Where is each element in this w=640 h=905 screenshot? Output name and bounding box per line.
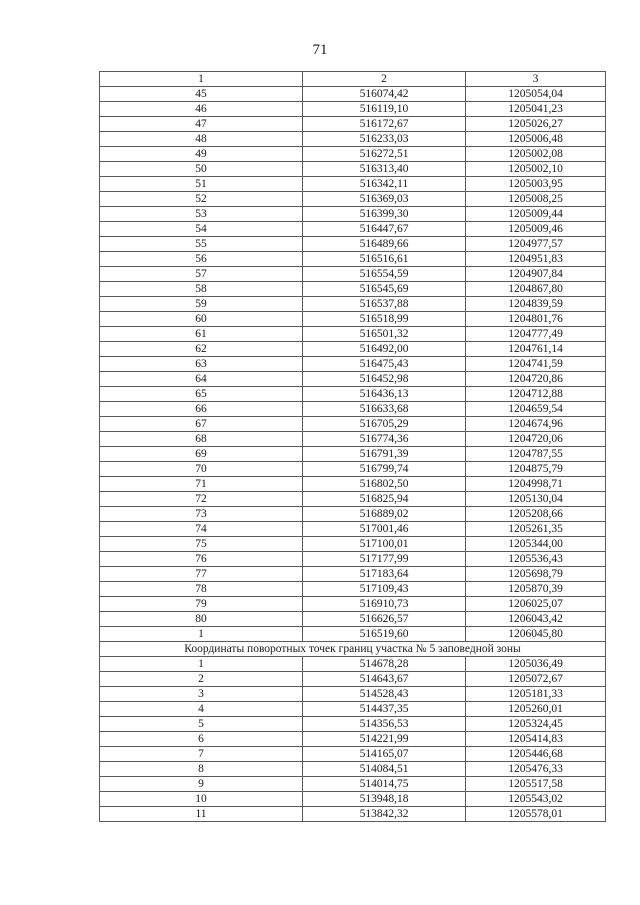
coord-y-cell: 1205008,25	[466, 192, 606, 207]
coord-y-cell: 1205130,04	[466, 492, 606, 507]
coord-x-cell: 516501,32	[303, 327, 466, 342]
coord-x-cell: 516519,60	[303, 627, 466, 642]
coord-x-cell: 513948,18	[303, 792, 466, 807]
table-row	[100, 357, 606, 372]
coord-y-cell: 1205054,04	[466, 87, 606, 102]
point-number-cell: 62	[100, 342, 303, 357]
coord-y-cell: 1205041,23	[466, 102, 606, 117]
coord-x-cell: 517109,43	[303, 582, 466, 597]
point-number-cell: 4	[100, 702, 303, 717]
coord-x-cell: 514678,28	[303, 657, 466, 672]
table-row	[100, 732, 606, 747]
coord-y-cell: 1204801,76	[466, 312, 606, 327]
point-number-cell: 46	[100, 102, 303, 117]
table-row	[100, 807, 606, 822]
point-number-cell: 80	[100, 612, 303, 627]
coord-y-cell: 1204951,83	[466, 252, 606, 267]
point-number-cell: 59	[100, 297, 303, 312]
point-number-cell: 57	[100, 267, 303, 282]
coord-x-cell: 516799,74	[303, 462, 466, 477]
coord-y-cell: 1204787,55	[466, 447, 606, 462]
coord-y-cell: 1205543,02	[466, 792, 606, 807]
coord-y-cell: 1205414,83	[466, 732, 606, 747]
point-number-cell: 71	[100, 477, 303, 492]
table-row	[100, 567, 606, 582]
point-number-cell: 45	[100, 87, 303, 102]
table-row	[100, 747, 606, 762]
table-row	[100, 222, 606, 237]
point-number-cell: 63	[100, 357, 303, 372]
table-row	[100, 717, 606, 732]
coord-x-cell: 516791,39	[303, 447, 466, 462]
point-number-cell: 5	[100, 717, 303, 732]
table-row	[100, 207, 606, 222]
point-number-cell: 78	[100, 582, 303, 597]
coord-y-cell: 1205261,35	[466, 522, 606, 537]
coord-y-cell: 1205072,67	[466, 672, 606, 687]
coord-y-cell: 1204907,84	[466, 267, 606, 282]
coord-y-cell: 1205324,45	[466, 717, 606, 732]
table-row	[100, 702, 606, 717]
table-row	[100, 657, 606, 672]
coord-y-cell: 1204867,80	[466, 282, 606, 297]
coord-y-cell: 1204875,79	[466, 462, 606, 477]
table-row	[100, 582, 606, 597]
coord-y-cell: 1205002,08	[466, 147, 606, 162]
coord-x-cell: 516489,66	[303, 237, 466, 252]
point-number-cell: 61	[100, 327, 303, 342]
coord-y-cell: 1205036,49	[466, 657, 606, 672]
coord-y-cell: 1205446,68	[466, 747, 606, 762]
table-row	[100, 507, 606, 522]
point-number-cell: 7	[100, 747, 303, 762]
table-header-row	[100, 72, 606, 87]
table-row	[100, 552, 606, 567]
coord-y-cell: 1204720,86	[466, 372, 606, 387]
point-number-cell: 70	[100, 462, 303, 477]
coord-x-cell: 517001,46	[303, 522, 466, 537]
point-number-cell: 1	[100, 627, 303, 642]
table-row	[100, 327, 606, 342]
table-row	[100, 387, 606, 402]
table-row	[100, 87, 606, 102]
coord-y-cell: 1205536,43	[466, 552, 606, 567]
coord-x-cell: 514084,51	[303, 762, 466, 777]
coord-x-cell: 516554,59	[303, 267, 466, 282]
coord-y-cell: 1204674,96	[466, 417, 606, 432]
coord-x-cell: 516342,11	[303, 177, 466, 192]
point-number-cell: 6	[100, 732, 303, 747]
coord-x-cell: 513842,32	[303, 807, 466, 822]
coord-y-cell: 1204839,59	[466, 297, 606, 312]
point-number-cell: 47	[100, 117, 303, 132]
coord-x-cell: 516633,68	[303, 402, 466, 417]
point-number-cell: 60	[100, 312, 303, 327]
coord-y-cell: 1204741,59	[466, 357, 606, 372]
coord-x-cell: 516516,61	[303, 252, 466, 267]
table-row	[100, 177, 606, 192]
table-row	[100, 417, 606, 432]
coord-y-cell: 1205181,33	[466, 687, 606, 702]
coord-x-cell: 516545,69	[303, 282, 466, 297]
table-row	[100, 237, 606, 252]
coord-x-cell: 514643,67	[303, 672, 466, 687]
coord-y-cell: 1205003,95	[466, 177, 606, 192]
table-row	[100, 687, 606, 702]
section-title-row	[100, 642, 606, 657]
coord-x-cell: 516452,98	[303, 372, 466, 387]
coord-y-cell: 1204720,06	[466, 432, 606, 447]
coord-y-cell: 1205009,44	[466, 207, 606, 222]
coord-y-cell: 1204761,14	[466, 342, 606, 357]
coord-y-cell: 1204659,54	[466, 402, 606, 417]
table-row	[100, 432, 606, 447]
coord-y-cell: 1205009,46	[466, 222, 606, 237]
point-number-cell: 9	[100, 777, 303, 792]
column-header-1: 1	[100, 72, 303, 87]
column-header-2: 2	[303, 72, 466, 87]
point-number-cell: 56	[100, 252, 303, 267]
point-number-cell: 67	[100, 417, 303, 432]
coord-x-cell: 516172,67	[303, 117, 466, 132]
point-number-cell: 68	[100, 432, 303, 447]
point-number-cell: 53	[100, 207, 303, 222]
table-row	[100, 792, 606, 807]
coord-x-cell: 516910,73	[303, 597, 466, 612]
coord-x-cell: 516074,42	[303, 87, 466, 102]
point-number-cell: 66	[100, 402, 303, 417]
coord-y-cell: 1205208,66	[466, 507, 606, 522]
coord-y-cell: 1205517,58	[466, 777, 606, 792]
table-row	[100, 522, 606, 537]
coord-x-cell: 516369,03	[303, 192, 466, 207]
coord-y-cell: 1204712,88	[466, 387, 606, 402]
table-row	[100, 627, 606, 642]
coord-x-cell: 514437,35	[303, 702, 466, 717]
point-number-cell: 8	[100, 762, 303, 777]
coord-y-cell: 1206043,42	[466, 612, 606, 627]
table-row	[100, 117, 606, 132]
coord-y-cell: 1205476,33	[466, 762, 606, 777]
point-number-cell: 11	[100, 807, 303, 822]
point-number-cell: 10	[100, 792, 303, 807]
coord-x-cell: 516233,03	[303, 132, 466, 147]
table-row	[100, 102, 606, 117]
point-number-cell: 1	[100, 657, 303, 672]
point-number-cell: 73	[100, 507, 303, 522]
table-row	[100, 312, 606, 327]
table-row	[100, 597, 606, 612]
coord-x-cell: 517100,01	[303, 537, 466, 552]
point-number-cell: 50	[100, 162, 303, 177]
point-number-cell: 49	[100, 147, 303, 162]
coord-y-cell: 1205344,00	[466, 537, 606, 552]
point-number-cell: 2	[100, 672, 303, 687]
table-row	[100, 342, 606, 357]
point-number-cell: 3	[100, 687, 303, 702]
point-number-cell: 48	[100, 132, 303, 147]
point-number-cell: 52	[100, 192, 303, 207]
coord-x-cell: 517183,64	[303, 567, 466, 582]
coord-x-cell: 516272,51	[303, 147, 466, 162]
coord-y-cell: 1204777,49	[466, 327, 606, 342]
coord-y-cell: 1204998,71	[466, 477, 606, 492]
table-row	[100, 762, 606, 777]
table-row	[100, 402, 606, 417]
coord-x-cell: 516119,10	[303, 102, 466, 117]
point-number-cell: 54	[100, 222, 303, 237]
coord-y-cell: 1206045,80	[466, 627, 606, 642]
page-number: 71	[312, 42, 328, 58]
point-number-cell: 72	[100, 492, 303, 507]
coord-x-cell: 516447,67	[303, 222, 466, 237]
coord-y-cell: 1205026,27	[466, 117, 606, 132]
table-row	[100, 132, 606, 147]
table-row	[100, 492, 606, 507]
point-number-cell: 76	[100, 552, 303, 567]
section-title: Координаты поворотных точек границ участка № 5 заповедной зоны	[100, 642, 606, 657]
coord-y-cell: 1205260,01	[466, 702, 606, 717]
table-row	[100, 777, 606, 792]
point-number-cell: 69	[100, 447, 303, 462]
coord-x-cell: 514356,53	[303, 717, 466, 732]
coord-x-cell: 514221,99	[303, 732, 466, 747]
table-row	[100, 672, 606, 687]
point-number-cell: 75	[100, 537, 303, 552]
table-row	[100, 537, 606, 552]
coord-y-cell: 1206025,07	[466, 597, 606, 612]
table-row	[100, 297, 606, 312]
point-number-cell: 77	[100, 567, 303, 582]
column-header-3: 3	[466, 72, 606, 87]
coordinates-table	[99, 71, 606, 822]
point-number-cell: 51	[100, 177, 303, 192]
coord-x-cell: 516537,88	[303, 297, 466, 312]
coord-x-cell: 516518,99	[303, 312, 466, 327]
coord-x-cell: 514528,43	[303, 687, 466, 702]
table-row	[100, 192, 606, 207]
table-row	[100, 267, 606, 282]
coord-y-cell: 1205870,39	[466, 582, 606, 597]
coord-y-cell: 1205578,01	[466, 807, 606, 822]
table-row	[100, 282, 606, 297]
table-row	[100, 147, 606, 162]
point-number-cell: 64	[100, 372, 303, 387]
point-number-cell: 79	[100, 597, 303, 612]
table-row	[100, 162, 606, 177]
coord-x-cell: 516626,57	[303, 612, 466, 627]
coord-x-cell: 516475,43	[303, 357, 466, 372]
coord-y-cell: 1204977,57	[466, 237, 606, 252]
table-row	[100, 477, 606, 492]
coord-x-cell: 517177,99	[303, 552, 466, 567]
coord-y-cell: 1205002,10	[466, 162, 606, 177]
point-number-cell: 74	[100, 522, 303, 537]
coord-x-cell: 516825,94	[303, 492, 466, 507]
point-number-cell: 55	[100, 237, 303, 252]
coord-y-cell: 1205006,48	[466, 132, 606, 147]
table-row	[100, 372, 606, 387]
table-row	[100, 612, 606, 627]
coord-x-cell: 516889,02	[303, 507, 466, 522]
coord-x-cell: 514014,75	[303, 777, 466, 792]
coord-x-cell: 516774,36	[303, 432, 466, 447]
table-row	[100, 447, 606, 462]
coord-x-cell: 516399,30	[303, 207, 466, 222]
coord-x-cell: 516313,40	[303, 162, 466, 177]
point-number-cell: 58	[100, 282, 303, 297]
point-number-cell: 65	[100, 387, 303, 402]
coord-x-cell: 516802,50	[303, 477, 466, 492]
coord-y-cell: 1205698,79	[466, 567, 606, 582]
coord-x-cell: 516705,29	[303, 417, 466, 432]
table-row	[100, 462, 606, 477]
coord-x-cell: 514165,07	[303, 747, 466, 762]
coord-x-cell: 516492,00	[303, 342, 466, 357]
coord-x-cell: 516436,13	[303, 387, 466, 402]
table-row	[100, 252, 606, 267]
coordinates-table-body	[100, 72, 606, 822]
